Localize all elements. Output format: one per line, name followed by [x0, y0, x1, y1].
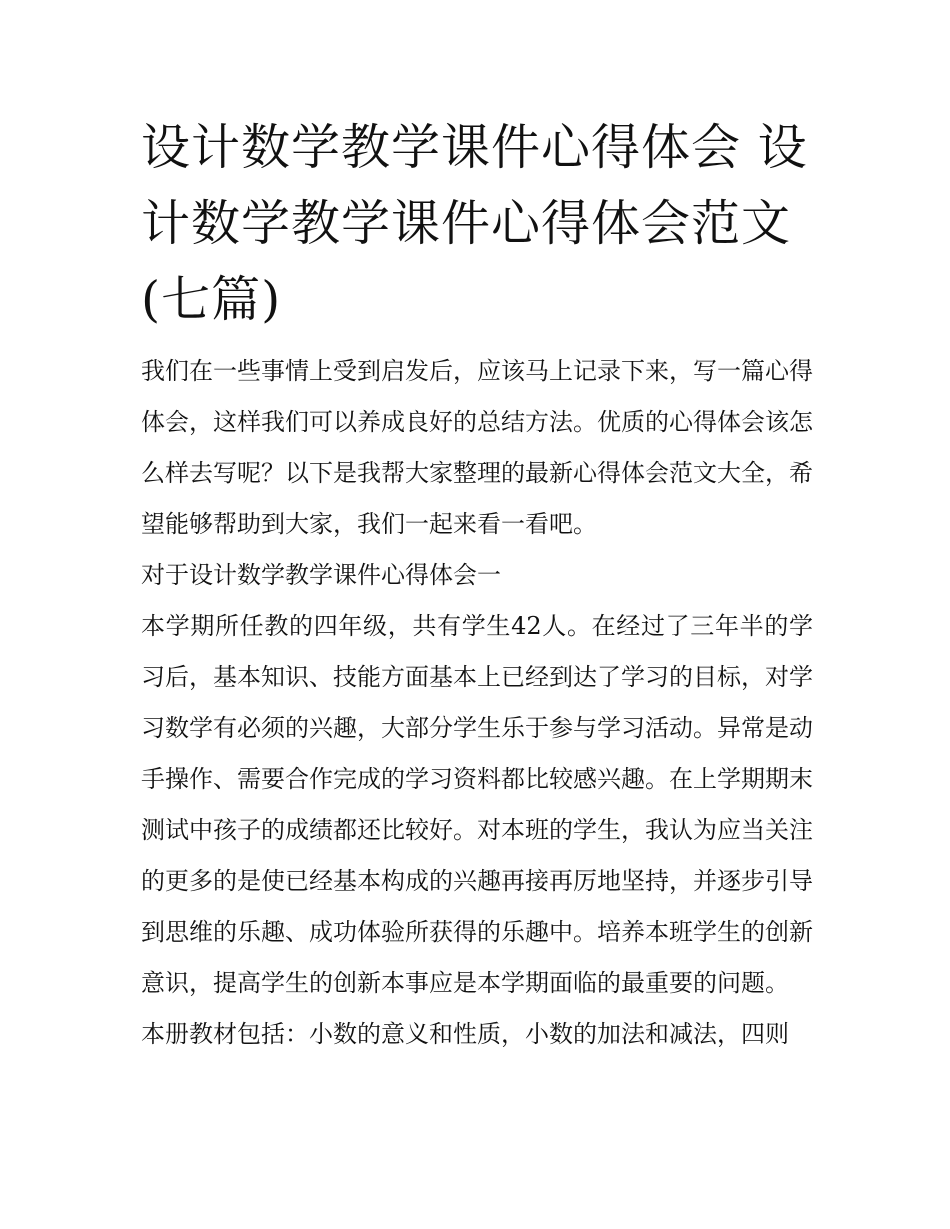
document-title: 设计数学教学课件心得体会 设计数学教学课件心得体会范文(七篇) — [141, 119, 808, 328]
body-paragraph: 本册教材包括：小数的意义和性质，小数的加法和减法，四则 — [141, 1020, 789, 1048]
document-body — [141, 110, 813, 1060]
body-paragraph: 本学期所任教的四年级，共有学生42人。在经过了三年半的学习后，基本知识、技能方面基本上已经到达了学习的目标，对学习数学有必须的兴趣，大部分学生乐于参与学习活动。异常是动手操作、需要合作完成的学习资料都比较感兴趣。在上学期期末测试中孩子的成绩都还比较好。对本班的学生，我认为应当关注的更多的是使已经基本构成的兴趣再接再厉地坚持，并逐步引导到思维的乐趣、成功体验所获得的乐趣中。培养本班学生的创新意识，提高学生的创新本事应是本学期面临的最重要的问题。 — [141, 612, 813, 997]
section-heading: 对于设计数学教学课件心得体会一 — [141, 561, 501, 589]
intro-paragraph: 我们在一些事情上受到启发后，应该马上记录下来，写一篇心得体会，这样我们可以养成良好的总结方法。优质的心得体会该怎么样去写呢？以下是我帮大家整理的最新心得体会范文大全，希望能够帮助到大家，我们一起来看一看吧。 — [141, 357, 813, 538]
